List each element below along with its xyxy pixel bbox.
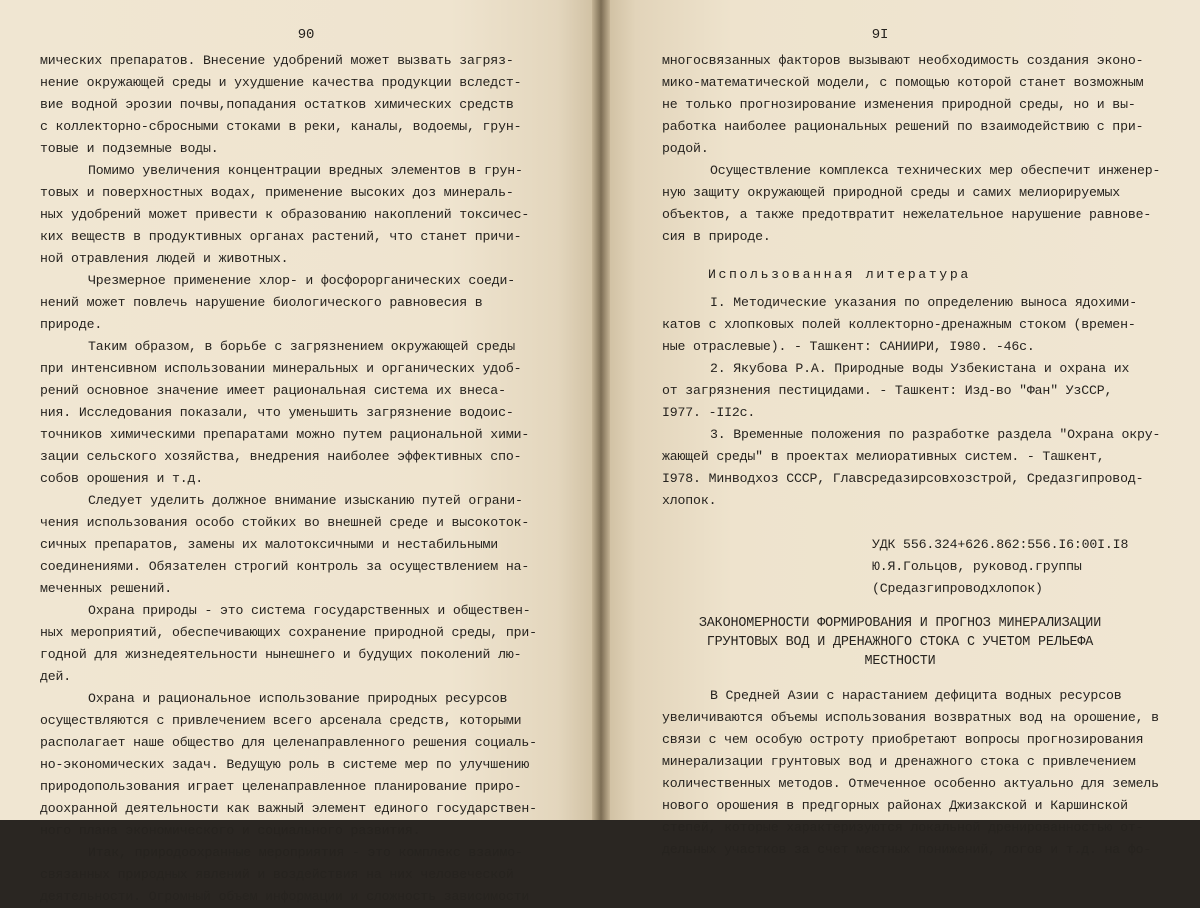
article-header-line: (Средазгипроводхлопок) [872, 581, 1043, 596]
article-title [662, 614, 1158, 671]
text-line: ния. Исследования показали, что уменьшить загрязнение водоис- [40, 405, 514, 420]
text-line: но-экономических задач. Ведущую роль в системе мер по улучшению [40, 757, 530, 772]
text-line: доохранной деятельности как важный элемент единого государствен- [40, 801, 537, 816]
reference-line: I978. Минводхоз СССР, Главсредазирсовхозстрой, Средазгипровод- [662, 471, 1144, 486]
text-line: мических препаратов. Внесение удобрений может вызвать загряз- [40, 53, 514, 68]
article-header-line: Ю.Я.Гольцов, руковод.группы [872, 559, 1082, 574]
text-line: природе. [40, 317, 103, 332]
text-line: ной отравления людей и животных. [40, 251, 289, 266]
text-line: дельных участков за счет местных понижений, логов и т.д. на фо- [662, 842, 1152, 857]
text-line: В Средней Азии с нарастанием дефицита водных ресурсов [710, 688, 1122, 703]
text-line: нение окружающей среды и ухудшение качества продукции вследст- [40, 75, 522, 90]
text-line: Охрана и рациональное использование природных ресурсов [88, 691, 508, 706]
text-line: ную защиту окружающей природной среды и самих мелиорируемых [662, 185, 1121, 200]
text-line: ных мероприятий, обеспечивающих сохранение природной среды, при- [40, 625, 537, 640]
reference-line: I. Методические указания по определению выноса ядохими- [710, 295, 1138, 310]
text-line: зации сельского хозяйства, внедрения наиболее эффективных спо- [40, 449, 522, 464]
text-line: с коллекторно-сбросными стоками в реки, каналы, водоемы, грун- [40, 119, 522, 134]
text-line: объектов, а также предотвратит нежелательное нарушение равнове- [662, 207, 1152, 222]
reference-line: от загрязнения пестицидами. - Ташкент: Изд-во "Фан" УзССР, [662, 383, 1113, 398]
text-line: годной для жизнедеятельности нынешнего и будущих поколений лю- [40, 647, 522, 662]
text-line: меченных решений. [40, 581, 172, 596]
text-line: Осуществление комплекса технических мер обеспечит инженер- [710, 163, 1161, 178]
text-line: рений основное значение имеет рациональная система их внеса- [40, 383, 506, 398]
text-line: родой. [662, 141, 709, 156]
reference-line: ные отраслевые). - Ташкент: САНИИРИ, I980. -46с. [662, 339, 1035, 354]
text-line: ного плана экономического и социального развития. [40, 823, 421, 838]
right-page [600, 0, 1200, 857]
text-line: товые и подземные воды. [40, 141, 219, 156]
text-line: минерализации грунтовых вод и дренажного стока с привлечением [662, 754, 1136, 769]
text-line: Следует уделить должное внимание изысканию путей ограни- [88, 493, 523, 508]
references-list [662, 292, 1161, 512]
reference-line: 3. Временные положения по разработке раздела "Охрана окру- [710, 427, 1161, 442]
text-line: ких веществ в продуктивных органах растений, что станет причи- [40, 229, 522, 244]
text-line: соединениями. Обязателен строгий контроль за осуществлением на- [40, 559, 530, 574]
article-title-line: ГРУНТОВЫХ ВОД И ДРЕНАЖНОГО СТОКА С УЧЕТОМ РЕЛЬЕФА [706, 635, 1094, 650]
reference-line: жающей среды" в проектах мелиоративных систем. - Ташкент, [662, 449, 1105, 464]
text-line: сия в природе. [662, 229, 771, 244]
text-line: Охрана природы - это система государственных и обществен- [88, 603, 531, 618]
reference-line: хлопок. [662, 493, 717, 508]
text-line: увеличиваются объемы использования возвратных вод на орошение, в [662, 710, 1159, 725]
references-heading: Использованная литература [708, 267, 971, 282]
text-line: деятельности. Огромный объем информации и сложность зависимости [40, 889, 530, 904]
text-line: работка наиболее рациональных решений по взаимодействию с при- [662, 119, 1144, 134]
article-title-line: МЕСТНОСТИ [864, 654, 936, 669]
text-line: не только прогнозирование изменения природной среды, но и вы- [662, 97, 1136, 112]
article-header-line: УДК 556.324+626.862:556.I6:00I.I8 [872, 537, 1129, 552]
text-line: располагает наше общество для целенаправленного решения социаль- [40, 735, 537, 750]
book-gutter [592, 0, 610, 820]
text-line: чения использования особо стойких во внешней среде и высокоток- [40, 515, 530, 530]
text-line: Помимо увеличения концентрации вредных элементов в грун- [88, 163, 523, 178]
text-line: при интенсивном использовании минеральных и органических удоб- [40, 361, 522, 376]
text-line: ных удобрений может привести к образованию накоплений токсичес- [40, 207, 530, 222]
reference-line: I977. -II2с. [662, 405, 756, 420]
text-line: связи с чем особую остроту приобретают вопросы прогнозирования [662, 732, 1144, 747]
text-line: вие водной эрозии почвы,попадания остатков химических средств [40, 97, 514, 112]
text-line: точников химическими препаратами можно путем рациональной хими- [40, 427, 530, 442]
article-title-line: ЗАКОНОМЕРНОСТИ ФОРМИРОВАНИЯ И ПРОГНОЗ МИНЕРАЛИЗАЦИИ [698, 616, 1102, 631]
text-line: количественных методов. Отмеченное особенно актуально для земель [662, 776, 1159, 791]
text-line: Таким образом, в борьбе с загрязнением окружающей среды [88, 339, 516, 354]
article-body [662, 685, 1158, 861]
text-line: дей. [40, 669, 72, 684]
reference-line: катов с хлопковых полей коллекторно-дренажным стоком (времен- [662, 317, 1136, 332]
text-line: природопользования играет целенаправленное планирование приро- [40, 779, 522, 794]
right-page-intro [662, 50, 1161, 248]
page-number: 9I [871, 27, 889, 43]
text-line: Чрезмерное применение хлор- и фосфорорганических соеди- [88, 273, 516, 288]
text-line: мико-математической модели, с помощью которой станет возможным [662, 75, 1144, 90]
text-line: нений может повлечь нарушение биологического равновесия в [40, 295, 483, 310]
text-line: степей, которые характеризуются локальной дренированностью от- [662, 820, 1144, 835]
text-line: осуществляются с привлечением всего арсенала средств, которыми [40, 713, 522, 728]
text-line: связанных природных явлений и воздействия на них человеческой [40, 867, 514, 882]
text-line: Итак, природоохранные мероприятия - это комплекс взаимо- [88, 845, 523, 860]
left-page [0, 0, 600, 904]
text-line: собов орошения и т.д. [40, 471, 204, 486]
reference-line: 2. Якубова Р.А. Природные воды Узбекистана и охрана их [710, 361, 1130, 376]
text-line: сичных препаратов, замены их малотоксичными и нестабильными [40, 537, 499, 552]
article-header [662, 534, 1158, 600]
text-line: многосвязанных факторов вызывают необходимость создания эконо- [662, 53, 1144, 68]
left-page-body [40, 50, 542, 908]
page-number: 90 [297, 27, 315, 43]
text-line: нового орошения в предгорных районах Джизакской и Каршинской [662, 798, 1128, 813]
text-line: товых и поверхностных водах, применение высоких доз минераль- [40, 185, 514, 200]
